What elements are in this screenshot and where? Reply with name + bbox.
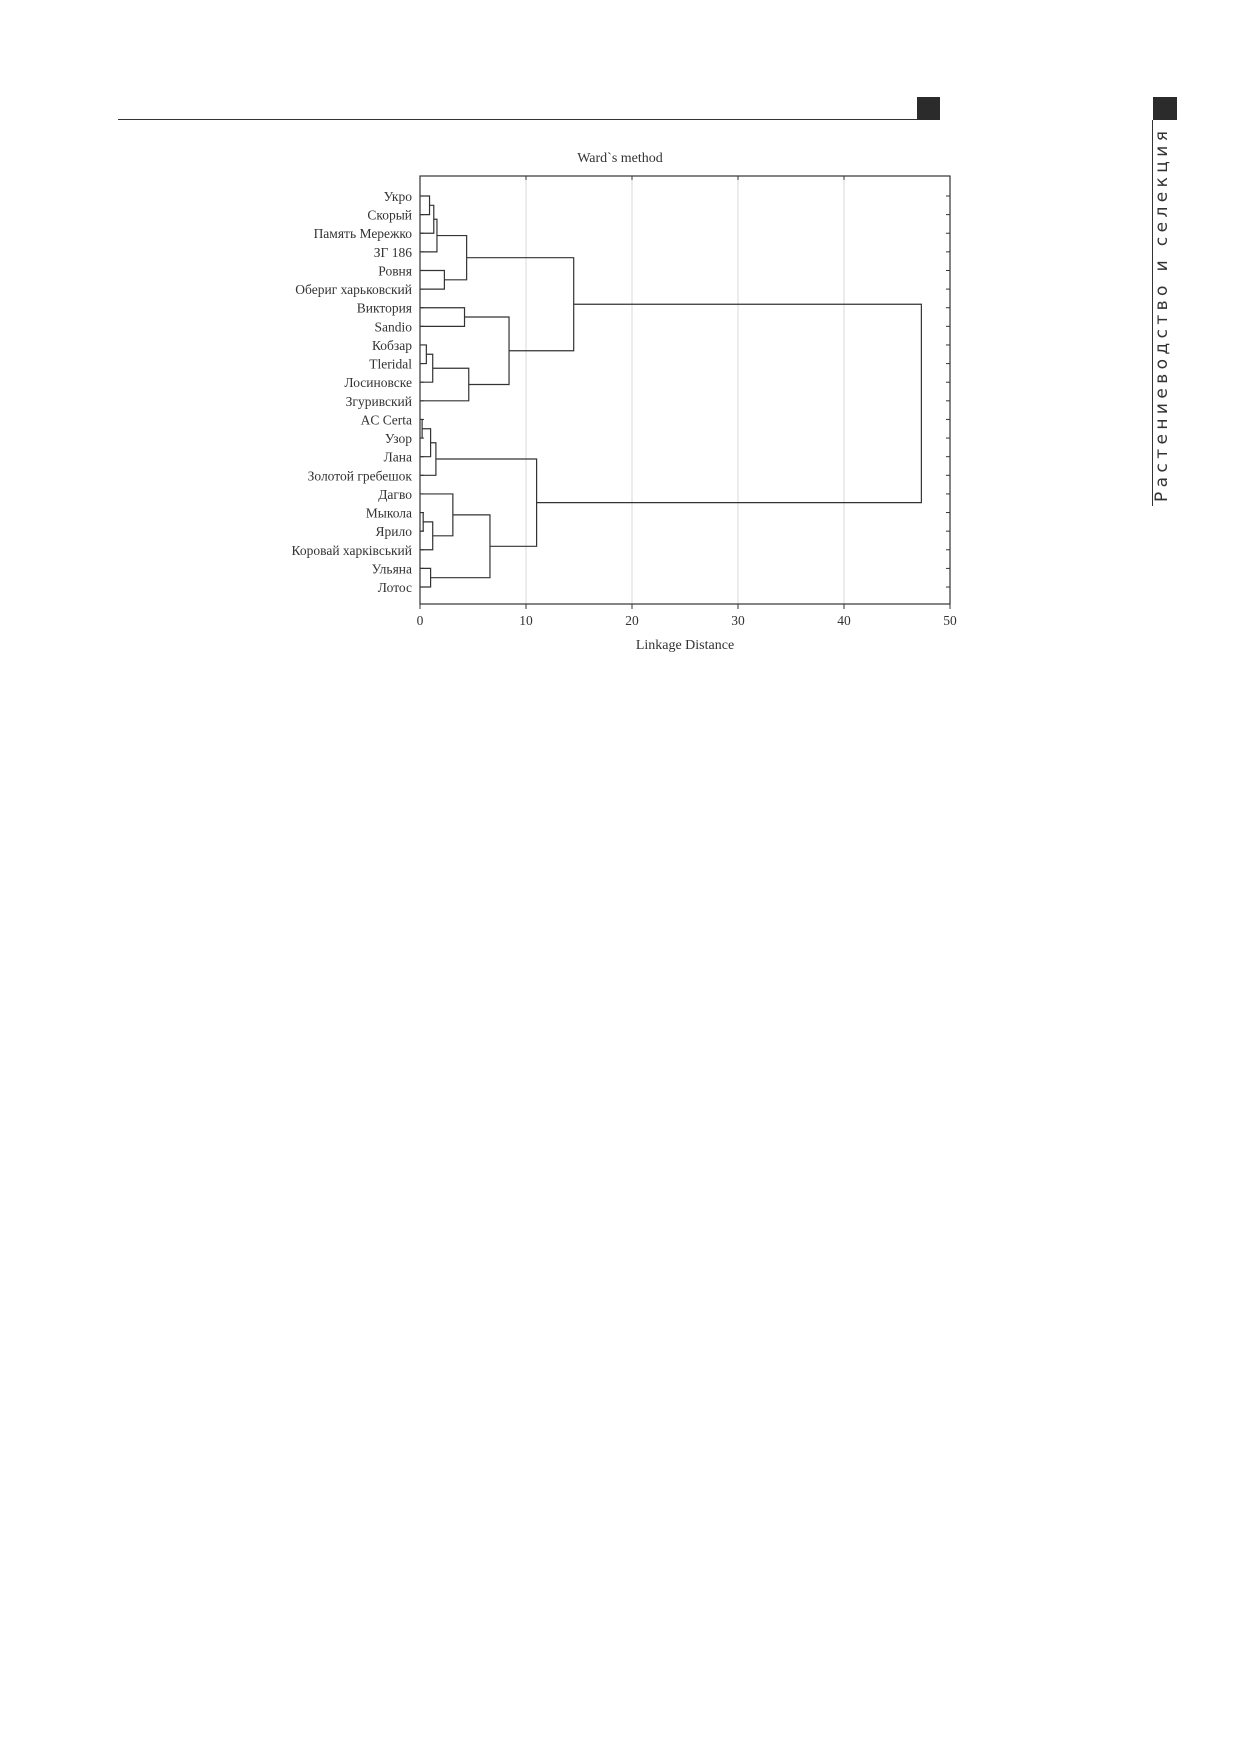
dendrogram-link: [420, 308, 465, 327]
dendrogram-link: [420, 568, 431, 587]
dendrogram-chart: [0, 0, 1240, 700]
leaf-label: Узор: [384, 431, 412, 447]
grid-lines: [526, 176, 844, 604]
dendrogram-link: [420, 219, 437, 252]
leaf-label: Виктория: [356, 300, 412, 316]
x-tick-label: 20: [625, 613, 639, 628]
x-tick-label: 50: [943, 613, 957, 628]
leaf-label: Обериг харьковский: [295, 282, 412, 298]
dendrogram-link: [465, 317, 510, 384]
leaf-label: Лана: [383, 449, 412, 465]
plot-area-frame: [420, 176, 950, 604]
leaf-label: ЗГ 186: [373, 244, 412, 260]
leaf-label: Ровня: [378, 263, 412, 279]
dendrogram-link: [467, 258, 574, 351]
dendrogram-link: [420, 443, 436, 476]
leaf-label: Лотос: [377, 580, 412, 596]
leaf-label: Tleridal: [369, 356, 412, 372]
dendrogram-link: [436, 459, 537, 546]
leaf-label: Коровай харківський: [291, 542, 412, 558]
leaf-label: AC Certa: [360, 412, 412, 428]
leaf-label: Ярило: [375, 524, 412, 540]
leaf-label: Sandio: [374, 319, 412, 335]
dendrogram-link: [431, 515, 490, 578]
dendrogram-link: [537, 304, 922, 502]
dendrogram-link: [420, 205, 434, 233]
section-title: Растениеводство и селекция: [1152, 126, 1172, 502]
leaf-label: Згуривский: [345, 393, 412, 409]
dendrogram-link: [420, 368, 469, 401]
x-axis-tick-labels: [417, 613, 957, 628]
leaf-label: Золотой гребешок: [307, 468, 412, 484]
leaf-label: Лосиновске: [344, 375, 412, 391]
x-tick-label: 40: [837, 613, 851, 628]
x-tick-label: 0: [416, 613, 424, 628]
dendrogram-links: [420, 196, 921, 587]
dendrogram-link: [420, 196, 430, 215]
x-tick-label: 10: [519, 613, 533, 628]
leaf-label: Дагво: [378, 486, 412, 502]
x-axis-label: Linkage Distance: [635, 638, 735, 653]
axis-ticks: [420, 176, 950, 609]
leaf-label: Укро: [383, 189, 412, 204]
dendrogram-link: [420, 345, 426, 364]
chart-title: Ward`s method: [577, 151, 663, 166]
leaf-label: Кобзар: [371, 337, 412, 353]
leaf-label: Память Мережко: [313, 226, 412, 242]
leaf-label: Ульяна: [371, 561, 412, 577]
dendrogram-link: [420, 270, 444, 289]
leaf-label: Скорый: [367, 207, 412, 223]
dendrogram-link: [437, 236, 467, 280]
leaf-label: Мыкола: [365, 505, 412, 521]
dendrogram-link: [420, 522, 433, 550]
leaf-labels: [292, 189, 413, 595]
dendrogram-link: [420, 494, 453, 536]
x-tick-label: 30: [731, 613, 745, 628]
